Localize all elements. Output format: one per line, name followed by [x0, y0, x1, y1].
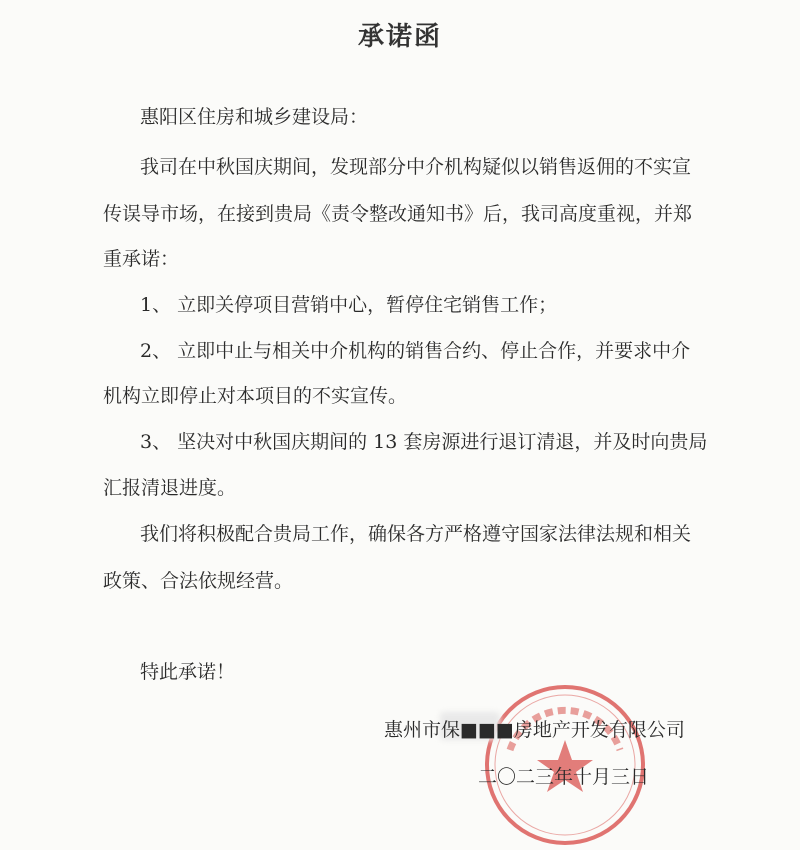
body-line-10: 政策、合法依规经营。 — [103, 570, 294, 592]
body-line-2: 传误导市场，在接到贵局《责令整改通知书》后，我司高度重视，并郑 — [103, 203, 693, 225]
body-line-3: 重承诺： — [103, 248, 180, 270]
body-line-5: 2、 立即中止与相关中介机构的销售合约、停止合作，并要求中介 — [140, 340, 691, 362]
addressee: 惠阳区住房和城乡建设局： — [140, 106, 369, 128]
body-line-4: 1、 立即关停项目营销中心，暂停住宅销售工作； — [140, 294, 558, 316]
body-line-1: 我司在中秋国庆期间，发现部分中介机构疑似以销售返佣的不实宣 — [140, 156, 692, 178]
closing: 特此承诺！ — [140, 661, 236, 683]
date: 二〇二三年十月三日 — [478, 766, 650, 788]
page-title: 承诺函 — [357, 22, 442, 52]
body-line-9: 我们将积极配合贵局工作，确保各方严格遵守国家法律法规和相关 — [140, 523, 692, 545]
body-line-8: 汇报清退进度。 — [103, 477, 237, 499]
body-line-6: 机构立即停止对本项目的不实宣传。 — [103, 385, 408, 407]
company-name: 惠州市保■■■房地产开发有限公司 — [384, 719, 685, 741]
body-line-7: 3、 坚决对中秋国庆期间的 13 套房源进行退订清退，并及时向贵局 — [140, 431, 708, 453]
